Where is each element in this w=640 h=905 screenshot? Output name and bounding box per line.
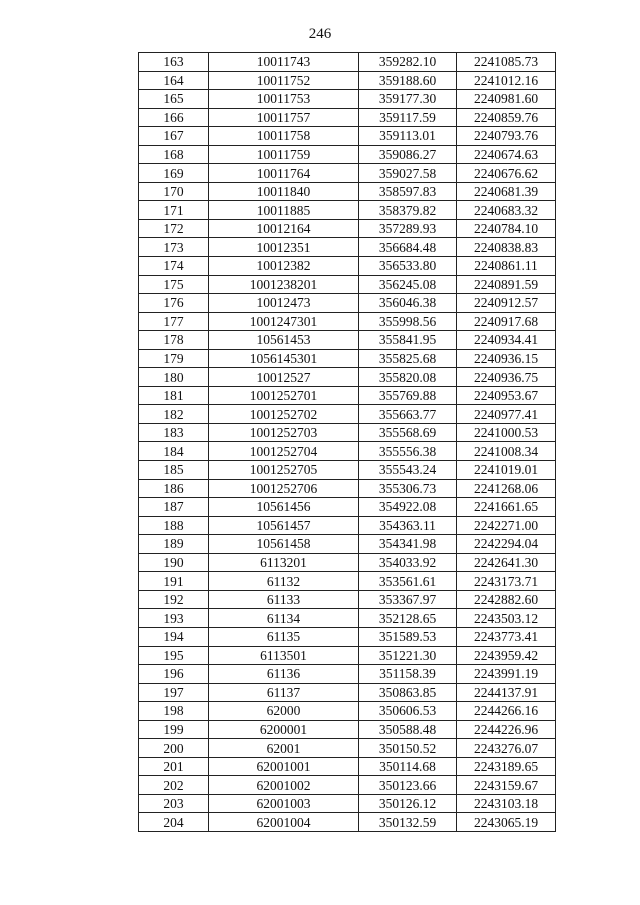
table-body — [139, 53, 556, 832]
x-coordinate-cell: 351158.39 — [359, 665, 457, 684]
row-number-cell: 190 — [139, 553, 209, 572]
x-coordinate-cell: 354033.92 — [359, 553, 457, 572]
row-number-cell: 176 — [139, 294, 209, 313]
point-id-cell: 10561456 — [209, 498, 359, 517]
point-id-cell: 6113201 — [209, 553, 359, 572]
table-row — [139, 201, 556, 220]
row-number-cell: 189 — [139, 535, 209, 554]
x-coordinate-cell: 350150.52 — [359, 739, 457, 758]
row-number-cell: 182 — [139, 405, 209, 424]
y-coordinate-cell: 2241000.53 — [457, 423, 556, 442]
x-coordinate-cell: 359086.27 — [359, 145, 457, 164]
row-number-cell: 203 — [139, 794, 209, 813]
row-number-cell: 188 — [139, 516, 209, 535]
y-coordinate-cell: 2240953.67 — [457, 386, 556, 405]
y-coordinate-cell: 2241661.65 — [457, 498, 556, 517]
point-id-cell: 10561457 — [209, 516, 359, 535]
point-id-cell: 1056145301 — [209, 349, 359, 368]
y-coordinate-cell: 2243103.18 — [457, 794, 556, 813]
row-number-cell: 165 — [139, 90, 209, 109]
x-coordinate-cell: 354341.98 — [359, 535, 457, 554]
row-number-cell: 199 — [139, 720, 209, 739]
row-number-cell: 168 — [139, 145, 209, 164]
x-coordinate-cell: 356533.80 — [359, 257, 457, 276]
y-coordinate-cell: 2241008.34 — [457, 442, 556, 461]
table-row — [139, 182, 556, 201]
table-row — [139, 349, 556, 368]
x-coordinate-cell: 359177.30 — [359, 90, 457, 109]
y-coordinate-cell: 2243773.41 — [457, 627, 556, 646]
y-coordinate-cell: 2243503.12 — [457, 609, 556, 628]
point-id-cell: 10011759 — [209, 145, 359, 164]
x-coordinate-cell: 355663.77 — [359, 405, 457, 424]
row-number-cell: 202 — [139, 776, 209, 795]
y-coordinate-cell: 2240683.32 — [457, 201, 556, 220]
row-number-cell: 200 — [139, 739, 209, 758]
table-row — [139, 164, 556, 183]
row-number-cell: 197 — [139, 683, 209, 702]
table-row — [139, 498, 556, 517]
point-id-cell: 61136 — [209, 665, 359, 684]
row-number-cell: 169 — [139, 164, 209, 183]
y-coordinate-cell: 2240934.41 — [457, 331, 556, 350]
table-row — [139, 590, 556, 609]
y-coordinate-cell: 2240936.15 — [457, 349, 556, 368]
table-row — [139, 219, 556, 238]
table-row — [139, 145, 556, 164]
point-id-cell: 1001252704 — [209, 442, 359, 461]
x-coordinate-cell: 358379.82 — [359, 201, 457, 220]
point-id-cell: 10561453 — [209, 331, 359, 350]
point-id-cell: 61133 — [209, 590, 359, 609]
row-number-cell: 178 — [139, 331, 209, 350]
x-coordinate-cell: 359113.01 — [359, 127, 457, 146]
table-row — [139, 683, 556, 702]
table-row — [139, 312, 556, 331]
table-row — [139, 553, 556, 572]
y-coordinate-cell: 2240681.39 — [457, 182, 556, 201]
x-coordinate-cell: 357289.93 — [359, 219, 457, 238]
table-row — [139, 609, 556, 628]
row-number-cell: 184 — [139, 442, 209, 461]
x-coordinate-cell: 350588.48 — [359, 720, 457, 739]
row-number-cell: 198 — [139, 702, 209, 721]
table-row — [139, 127, 556, 146]
point-id-cell: 1001238201 — [209, 275, 359, 294]
row-number-cell: 195 — [139, 646, 209, 665]
row-number-cell: 174 — [139, 257, 209, 276]
table-row — [139, 461, 556, 480]
x-coordinate-cell: 350123.66 — [359, 776, 457, 795]
y-coordinate-cell: 2240784.10 — [457, 219, 556, 238]
y-coordinate-cell: 2240859.76 — [457, 108, 556, 127]
table-row — [139, 646, 556, 665]
y-coordinate-cell: 2243173.71 — [457, 572, 556, 591]
y-coordinate-cell: 2243189.65 — [457, 757, 556, 776]
table-row — [139, 368, 556, 387]
y-coordinate-cell: 2241268.06 — [457, 479, 556, 498]
y-coordinate-cell: 2240793.76 — [457, 127, 556, 146]
table-row — [139, 423, 556, 442]
x-coordinate-cell: 351589.53 — [359, 627, 457, 646]
point-id-cell: 62001001 — [209, 757, 359, 776]
x-coordinate-cell: 355543.24 — [359, 461, 457, 480]
row-number-cell: 181 — [139, 386, 209, 405]
point-id-cell: 61135 — [209, 627, 359, 646]
y-coordinate-cell: 2243959.42 — [457, 646, 556, 665]
y-coordinate-cell: 2243991.19 — [457, 665, 556, 684]
row-number-cell: 170 — [139, 182, 209, 201]
y-coordinate-cell: 2242641.30 — [457, 553, 556, 572]
table-row — [139, 516, 556, 535]
point-id-cell: 1001252705 — [209, 461, 359, 480]
point-id-cell: 10011757 — [209, 108, 359, 127]
point-id-cell: 10012351 — [209, 238, 359, 257]
point-id-cell: 10012527 — [209, 368, 359, 387]
point-id-cell: 1001252702 — [209, 405, 359, 424]
y-coordinate-cell: 2243276.07 — [457, 739, 556, 758]
point-id-cell: 62001 — [209, 739, 359, 758]
table-row — [139, 665, 556, 684]
row-number-cell: 175 — [139, 275, 209, 294]
point-id-cell: 10011752 — [209, 71, 359, 90]
x-coordinate-cell: 350132.59 — [359, 813, 457, 832]
y-coordinate-cell: 2242271.00 — [457, 516, 556, 535]
row-number-cell: 187 — [139, 498, 209, 517]
y-coordinate-cell: 2241019.01 — [457, 461, 556, 480]
x-coordinate-cell: 350114.68 — [359, 757, 457, 776]
row-number-cell: 167 — [139, 127, 209, 146]
table-row — [139, 405, 556, 424]
table-row — [139, 627, 556, 646]
x-coordinate-cell: 352128.65 — [359, 609, 457, 628]
row-number-cell: 204 — [139, 813, 209, 832]
table-row — [139, 757, 556, 776]
table-row — [139, 71, 556, 90]
point-id-cell: 10011743 — [209, 53, 359, 72]
x-coordinate-cell: 356245.08 — [359, 275, 457, 294]
x-coordinate-cell: 355820.08 — [359, 368, 457, 387]
table-row — [139, 331, 556, 350]
row-number-cell: 166 — [139, 108, 209, 127]
y-coordinate-cell: 2242882.60 — [457, 590, 556, 609]
point-id-cell: 1001247301 — [209, 312, 359, 331]
row-number-cell: 180 — [139, 368, 209, 387]
x-coordinate-cell: 354363.11 — [359, 516, 457, 535]
y-coordinate-cell: 2240891.59 — [457, 275, 556, 294]
point-id-cell: 62001003 — [209, 794, 359, 813]
table-row — [139, 479, 556, 498]
point-id-cell: 1001252706 — [209, 479, 359, 498]
row-number-cell: 186 — [139, 479, 209, 498]
y-coordinate-cell: 2240676.62 — [457, 164, 556, 183]
x-coordinate-cell: 354922.08 — [359, 498, 457, 517]
page-number: 246 — [308, 26, 332, 42]
x-coordinate-cell: 358597.83 — [359, 182, 457, 201]
x-coordinate-cell: 351221.30 — [359, 646, 457, 665]
row-number-cell: 185 — [139, 461, 209, 480]
point-id-cell: 62001004 — [209, 813, 359, 832]
y-coordinate-cell: 2243065.19 — [457, 813, 556, 832]
y-coordinate-cell: 2240917.68 — [457, 312, 556, 331]
y-coordinate-cell: 2243159.67 — [457, 776, 556, 795]
table-row — [139, 108, 556, 127]
point-id-cell: 10011753 — [209, 90, 359, 109]
point-id-cell: 10011840 — [209, 182, 359, 201]
table-row — [139, 53, 556, 72]
row-number-cell: 191 — [139, 572, 209, 591]
coordinates-table — [138, 52, 556, 832]
x-coordinate-cell: 356684.48 — [359, 238, 457, 257]
row-number-cell: 194 — [139, 627, 209, 646]
table-row — [139, 90, 556, 109]
point-id-cell: 1001252703 — [209, 423, 359, 442]
row-number-cell: 172 — [139, 219, 209, 238]
point-id-cell: 10011758 — [209, 127, 359, 146]
table-row — [139, 257, 556, 276]
table-row — [139, 442, 556, 461]
row-number-cell: 171 — [139, 201, 209, 220]
x-coordinate-cell: 355568.69 — [359, 423, 457, 442]
table-row — [139, 794, 556, 813]
table-row — [139, 238, 556, 257]
point-id-cell: 6113501 — [209, 646, 359, 665]
point-id-cell: 62000 — [209, 702, 359, 721]
point-id-cell: 10561458 — [209, 535, 359, 554]
row-number-cell: 196 — [139, 665, 209, 684]
row-number-cell: 177 — [139, 312, 209, 331]
point-id-cell: 6200001 — [209, 720, 359, 739]
x-coordinate-cell: 355841.95 — [359, 331, 457, 350]
x-coordinate-cell: 359188.60 — [359, 71, 457, 90]
x-coordinate-cell: 350606.53 — [359, 702, 457, 721]
x-coordinate-cell: 355306.73 — [359, 479, 457, 498]
row-number-cell: 164 — [139, 71, 209, 90]
row-number-cell: 173 — [139, 238, 209, 257]
y-coordinate-cell: 2240912.57 — [457, 294, 556, 313]
row-number-cell: 201 — [139, 757, 209, 776]
row-number-cell: 193 — [139, 609, 209, 628]
point-id-cell: 61137 — [209, 683, 359, 702]
y-coordinate-cell: 2244137.91 — [457, 683, 556, 702]
point-id-cell: 61134 — [209, 609, 359, 628]
y-coordinate-cell: 2240674.63 — [457, 145, 556, 164]
x-coordinate-cell: 359282.10 — [359, 53, 457, 72]
x-coordinate-cell: 359117.59 — [359, 108, 457, 127]
point-id-cell: 61132 — [209, 572, 359, 591]
row-number-cell: 192 — [139, 590, 209, 609]
y-coordinate-cell: 2240981.60 — [457, 90, 556, 109]
row-number-cell: 179 — [139, 349, 209, 368]
y-coordinate-cell: 2240838.83 — [457, 238, 556, 257]
x-coordinate-cell: 359027.58 — [359, 164, 457, 183]
point-id-cell: 10011885 — [209, 201, 359, 220]
x-coordinate-cell: 350863.85 — [359, 683, 457, 702]
table-row — [139, 720, 556, 739]
point-id-cell: 62001002 — [209, 776, 359, 795]
table-row — [139, 702, 556, 721]
y-coordinate-cell: 2240977.41 — [457, 405, 556, 424]
x-coordinate-cell: 355556.38 — [359, 442, 457, 461]
table-row — [139, 294, 556, 313]
x-coordinate-cell: 353367.97 — [359, 590, 457, 609]
table-row — [139, 535, 556, 554]
point-id-cell: 1001252701 — [209, 386, 359, 405]
table-row — [139, 275, 556, 294]
y-coordinate-cell: 2240936.75 — [457, 368, 556, 387]
row-number-cell: 163 — [139, 53, 209, 72]
x-coordinate-cell: 356046.38 — [359, 294, 457, 313]
point-id-cell: 10012382 — [209, 257, 359, 276]
y-coordinate-cell: 2241012.16 — [457, 71, 556, 90]
x-coordinate-cell: 350126.12 — [359, 794, 457, 813]
x-coordinate-cell: 353561.61 — [359, 572, 457, 591]
table-row — [139, 386, 556, 405]
x-coordinate-cell: 355769.88 — [359, 386, 457, 405]
point-id-cell: 10012164 — [209, 219, 359, 238]
table-row — [139, 572, 556, 591]
y-coordinate-cell: 2242294.04 — [457, 535, 556, 554]
y-coordinate-cell: 2241085.73 — [457, 53, 556, 72]
table-row — [139, 813, 556, 832]
row-number-cell: 183 — [139, 423, 209, 442]
y-coordinate-cell: 2244266.16 — [457, 702, 556, 721]
table-row — [139, 776, 556, 795]
point-id-cell: 10011764 — [209, 164, 359, 183]
y-coordinate-cell: 2244226.96 — [457, 720, 556, 739]
point-id-cell: 10012473 — [209, 294, 359, 313]
table-row — [139, 739, 556, 758]
y-coordinate-cell: 2240861.11 — [457, 257, 556, 276]
x-coordinate-cell: 355825.68 — [359, 349, 457, 368]
x-coordinate-cell: 355998.56 — [359, 312, 457, 331]
